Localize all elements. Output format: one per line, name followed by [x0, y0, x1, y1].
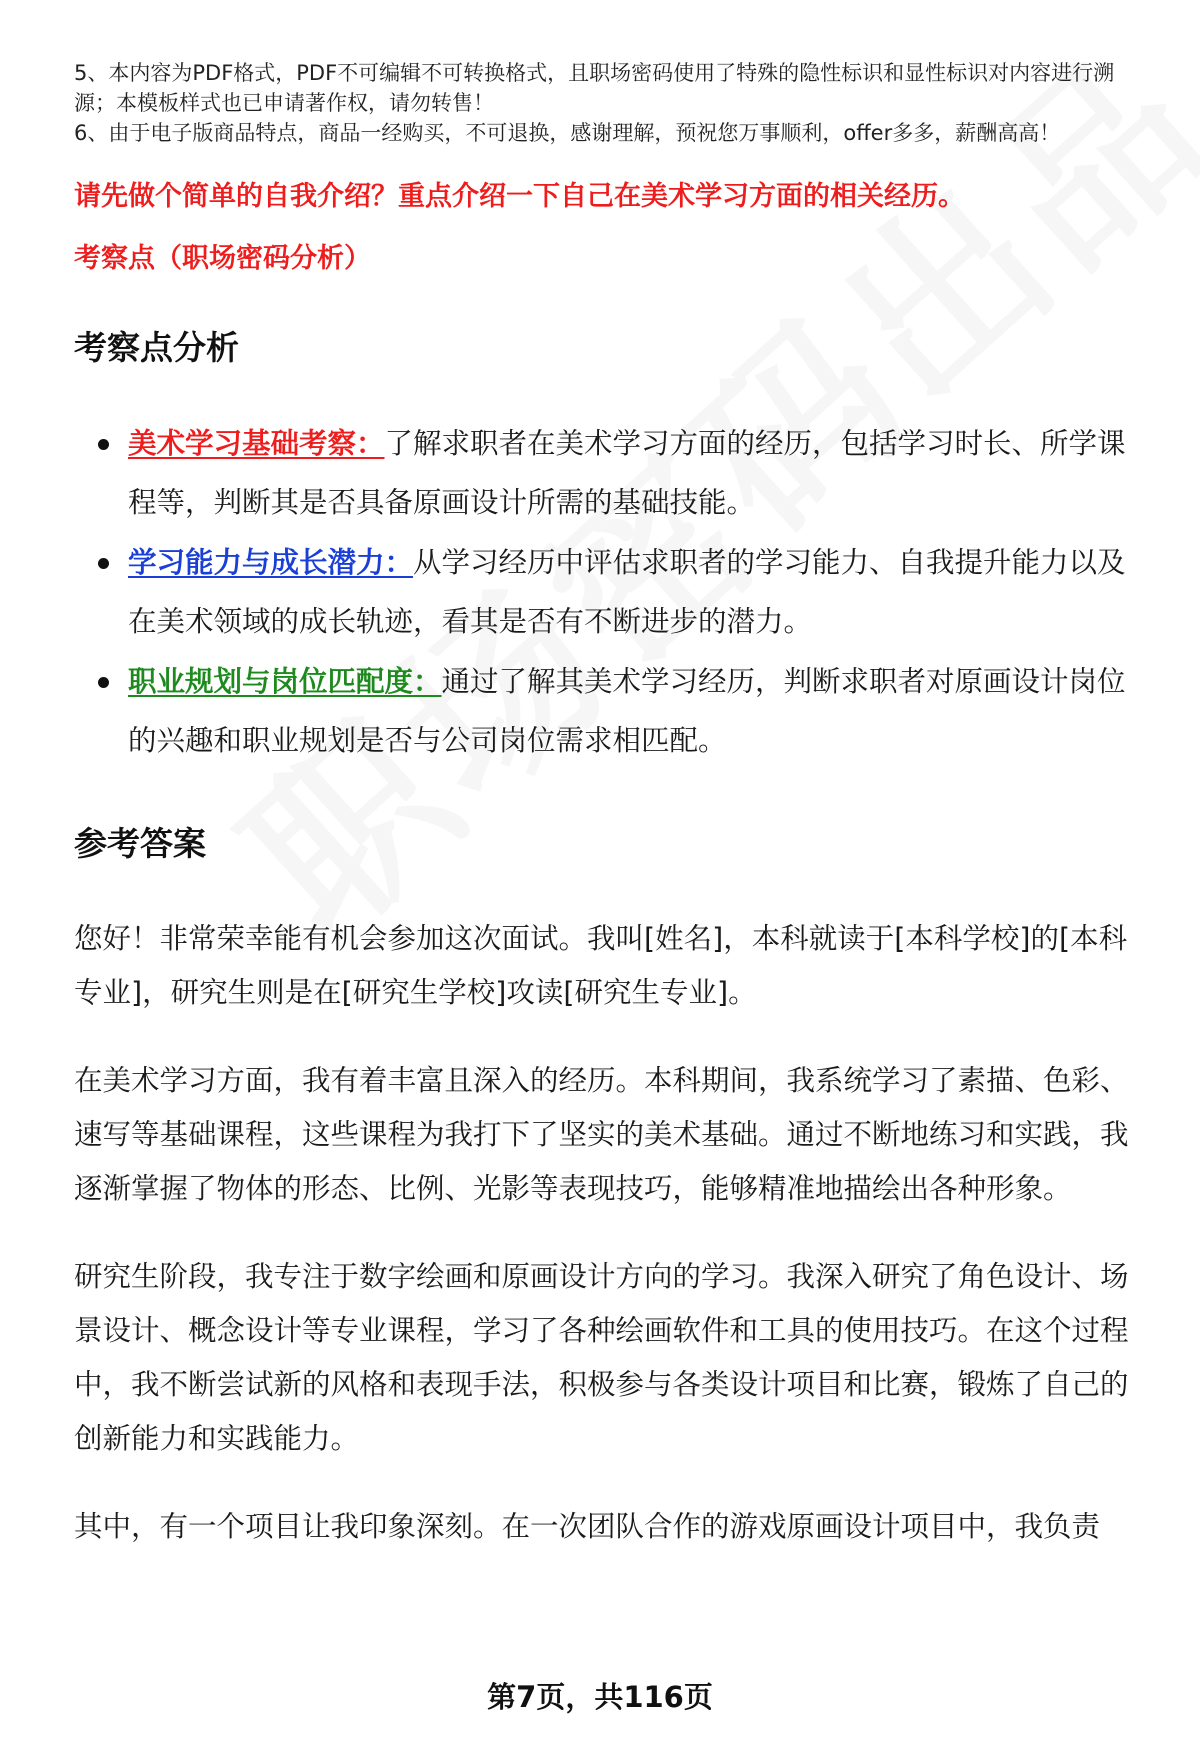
page-number: 第7页，共116页 [487, 1680, 713, 1714]
answer-paragraph: 您好！非常荣幸能有机会参加这次面试。我叫[姓名]，本科就读于[本科学校]的[本科专业]，研究生则是在[研究生学校]攻读[研究生专业]。 [74, 922, 1128, 1009]
answer-paragraph: 在美术学习方面，我有着丰富且深入的经历。本科期间，我系统学习了素描、色彩、速写等基础课程，这些课程为我打下了坚实的美术基础。通过不断地练习和实践，我逐渐掌握了物体的形态、比例、光影等表现技巧，能够精准地描绘出各种形象。 [74, 1064, 1129, 1205]
analysis-point-text: 了解求职者在美术学习方面的经历，包括学习时长、所学课程等，判断其是否具备原画设计所需的基础技能。 [128, 427, 1126, 519]
notice-6: 6、由于电子版商品特点，商品一经购买，不可退换，感谢理解，预祝您万事顺利，offer多多，薪酬高高！ [74, 121, 1061, 145]
analysis-point-text: 从学习经历中评估求职者的学习能力、自我提升能力以及在美术领域的成长轨迹，看其是否有不断进步的潜力。 [128, 546, 1126, 638]
exam-point-label: 考察点（职场密码分析） [74, 243, 371, 274]
bullet-icon [98, 439, 109, 450]
interview-question: 请先做个简单的自我介绍？重点介绍一下自己在美术学习方面的相关经历。 [74, 181, 965, 212]
bullet-icon [98, 677, 109, 688]
analysis-point [74, 652, 1154, 770]
notice-5: 5、本内容为PDF格式，PDF不可编辑不可转换格式，且职场密码使用了特殊的隐性标识和显性标识对内容进行溯源；本模板样式也已申请著作权，请勿转售！ [74, 61, 1115, 115]
analysis-point-title: 学习能力与成长潜力： [128, 546, 414, 579]
answer-body [74, 912, 1154, 1554]
answer-heading: 参考答案 [74, 824, 206, 863]
analysis-point [74, 533, 1154, 651]
analysis-point-title: 美术学习基础考察： [128, 427, 385, 460]
analysis-point-text: 通过了解其美术学习经历，判断求职者对原画设计岗位的兴趣和职业规划是否与公司岗位需求相匹配。 [128, 665, 1126, 757]
answer-paragraph: 研究生阶段，我专注于数字绘画和原画设计方向的学习。我深入研究了角色设计、场景设计、概念设计等专业课程，学习了各种绘画软件和工具的使用技巧。在这个过程中，我不断尝试新的风格和表现手法，积极参与各类设计项目和比赛，锻炼了自己的创新能力和实践能力。 [74, 1260, 1129, 1455]
analysis-point [74, 414, 1154, 532]
analysis-point-title: 职业规划与岗位匹配度： [128, 665, 442, 698]
analysis-heading: 考察点分析 [74, 328, 239, 367]
bullet-icon [98, 558, 109, 569]
analysis-points-list [74, 414, 1154, 770]
answer-paragraph: 其中，有一个项目让我印象深刻。在一次团队合作的游戏原画设计项目中，我负责 [74, 1510, 1101, 1543]
document-page [74, 58, 1154, 1554]
